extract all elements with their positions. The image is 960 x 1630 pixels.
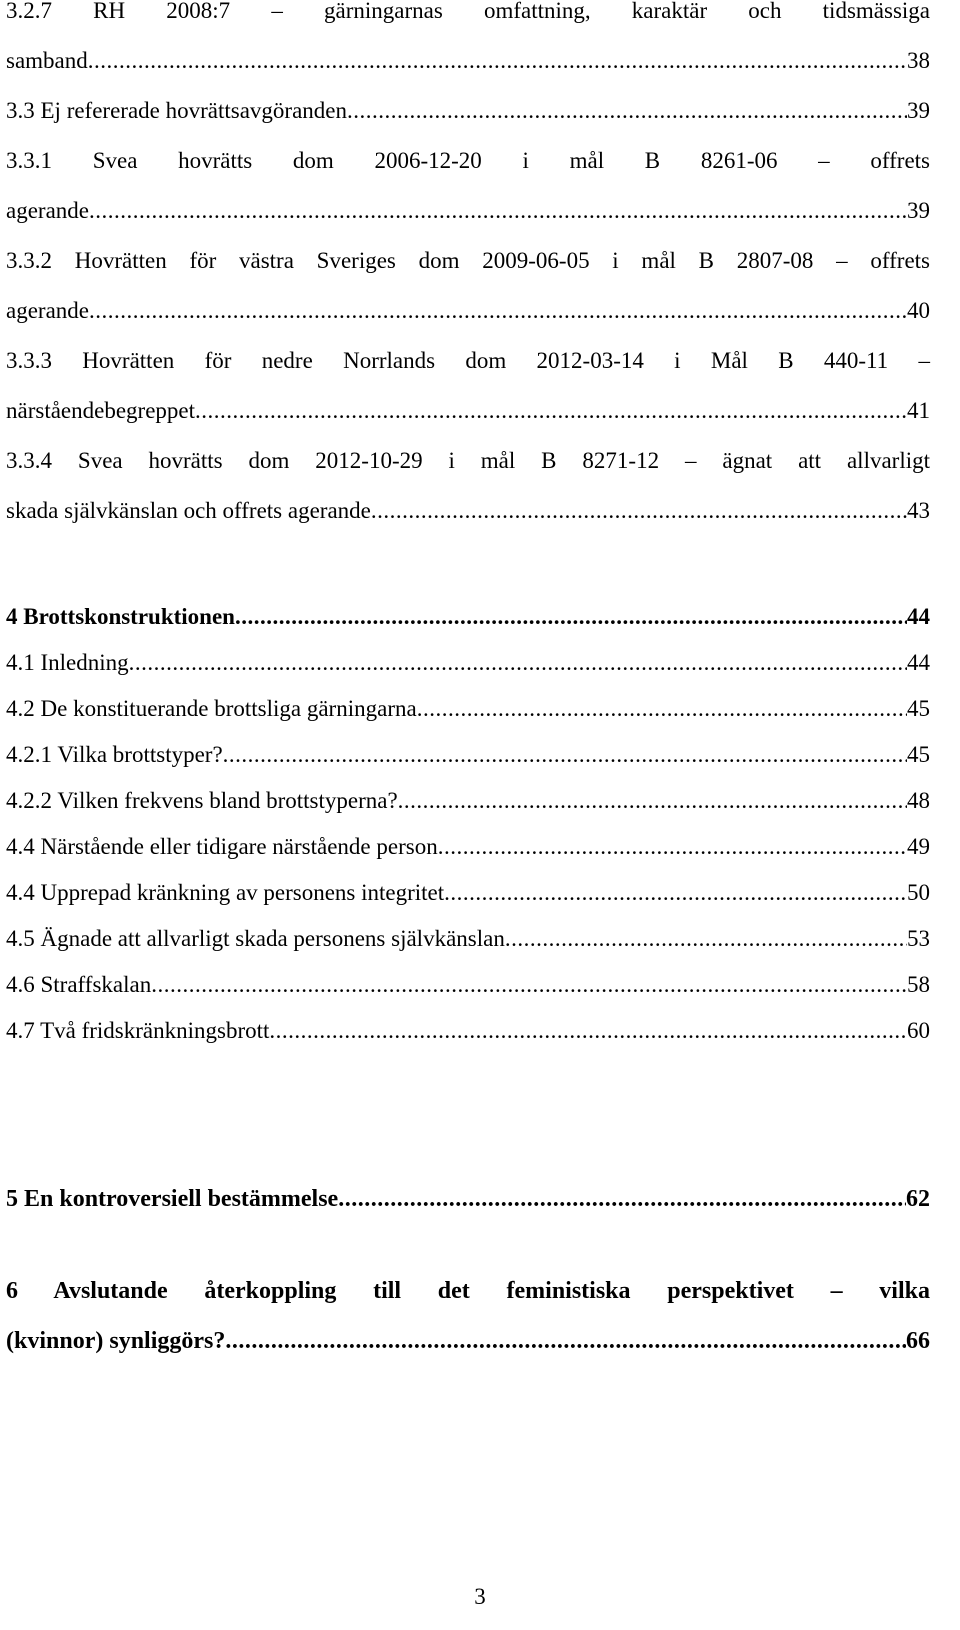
toc-entry-text: 4.5 Ägnade att allvarligt skada personens självkänslan [6,926,505,951]
toc-page-number: 49 [907,834,930,859]
leader-dots [438,824,907,870]
toc-entry-text: skada självkänslan och offrets agerande [6,498,371,523]
leader-dots [269,1008,907,1054]
leader-dots [129,640,907,686]
toc-page-number: 43 [907,498,930,523]
toc-block-4 [6,1266,930,1366]
toc-entry-text: (kvinnor) synliggörs? [6,1328,226,1354]
toc-entry [6,916,930,962]
leader-dots [398,778,907,824]
toc-page-number: 44 [907,650,930,675]
page-number: 3 [474,1584,486,1609]
toc-entry-text: 4.1 Inledning [6,650,129,675]
toc-entry [6,0,930,86]
toc-entry-line1: 3.3.3 Hovrätten för nedre Norrlands dom 2012-03-14 i Mål B 440-11 – [6,348,930,373]
toc-entry [6,686,930,732]
toc-page-number: 45 [907,696,930,721]
toc-block-2 [6,594,930,1054]
toc-entry-text: 3.3 Ej refererade hovrättsavgöranden [6,98,348,123]
toc-block-3 [6,1174,930,1224]
toc-entry-line1: 3.3.2 Hovrätten för västra Sveriges dom 2009-06-05 i mål B 2807-08 – offrets [6,248,930,273]
leader-dots [235,594,907,640]
toc-page-number: 60 [907,1018,930,1043]
toc-entry-text: 4.2.1 Vilka brottstyper? [6,742,223,767]
toc-entry-text: agerande [6,198,89,223]
toc-entry-line1: 6 Avslutande återkoppling till det feministiska perspektivet – vilka [6,1278,930,1304]
toc-entry [6,436,930,536]
leader-dots [89,286,907,336]
toc-entry-text: samband [6,48,88,73]
leader-dots [88,36,907,86]
leader-dots [347,86,907,136]
toc-page-number: 48 [907,788,930,813]
leader-dots [151,962,907,1008]
toc-entry-text: 4.2.2 Vilken frekvens bland brottstyperna? [6,788,398,813]
toc-entry-text: 4.2 De konstituerande brottsliga gärningarna [6,696,417,721]
toc-entry [6,778,930,824]
toc-page-number: 38 [907,48,930,73]
toc-entry [6,594,930,640]
toc-entry-line1: 3.3.4 Svea hovrätts dom 2012-10-29 i mål B 8271-12 – ägnat att allvarligt [6,448,930,473]
toc-page-number: 45 [907,742,930,767]
leader-dots [89,186,907,236]
leader-dots [371,486,907,536]
toc-page-number: 62 [906,1186,930,1212]
toc-entry [6,962,930,1008]
toc-entry [6,136,930,236]
toc-page-number: 66 [906,1328,930,1354]
toc-page-number: 44 [907,604,930,629]
toc-entry [6,1008,930,1054]
toc-entry-text: 4.7 Två fridskränkningsbrott [6,1018,270,1043]
toc-entry [6,640,930,686]
leader-dots [505,916,907,962]
toc-page-number: 40 [907,298,930,323]
toc-page-number: 39 [907,98,930,123]
leader-dots [223,732,907,778]
leader-dots [338,1174,906,1224]
toc-page-number: 41 [907,398,930,423]
toc-page-number: 53 [907,926,930,951]
toc-entry-text: 4 Brottskonstruktionen [6,604,235,629]
toc-entry-line1: 3.3.1 Svea hovrätts dom 2006-12-20 i mål B 8261-06 – offrets [6,148,930,173]
leader-dots [225,1316,906,1366]
toc-page-number: 58 [907,972,930,997]
toc-entry [6,870,930,916]
leader-dots [444,870,907,916]
toc-entry [6,732,930,778]
toc-page-number: 39 [907,198,930,223]
toc-entry-line2 [6,36,930,86]
toc-entry-text: 4.6 Straffskalan [6,972,152,997]
toc-page-number: 50 [907,880,930,905]
toc-entry-text: närståendebegreppet [6,398,196,423]
toc-entry-text: 4.4 Närstående eller tidigare närstående person [6,834,438,859]
toc-entry-line1: 3.2.7 RH 2008:7 – gärningarnas omfattning, karaktär och tidsmässiga [6,0,930,23]
toc-entry [6,824,930,870]
toc-entry [6,1266,930,1366]
toc-entry-text: agerande [6,298,89,323]
toc-entry-text: 5 En kontroversiell bestämmelse [6,1186,339,1212]
leader-dots [195,386,907,436]
toc-entry-text: 4.4 Upprepad kränkning av personens integritet [6,880,445,905]
toc-entry [6,336,930,436]
leader-dots [417,686,907,732]
toc-entry [6,86,930,136]
toc-entry [6,1174,930,1224]
toc-entry [6,236,930,336]
toc-block-1 [6,0,930,536]
